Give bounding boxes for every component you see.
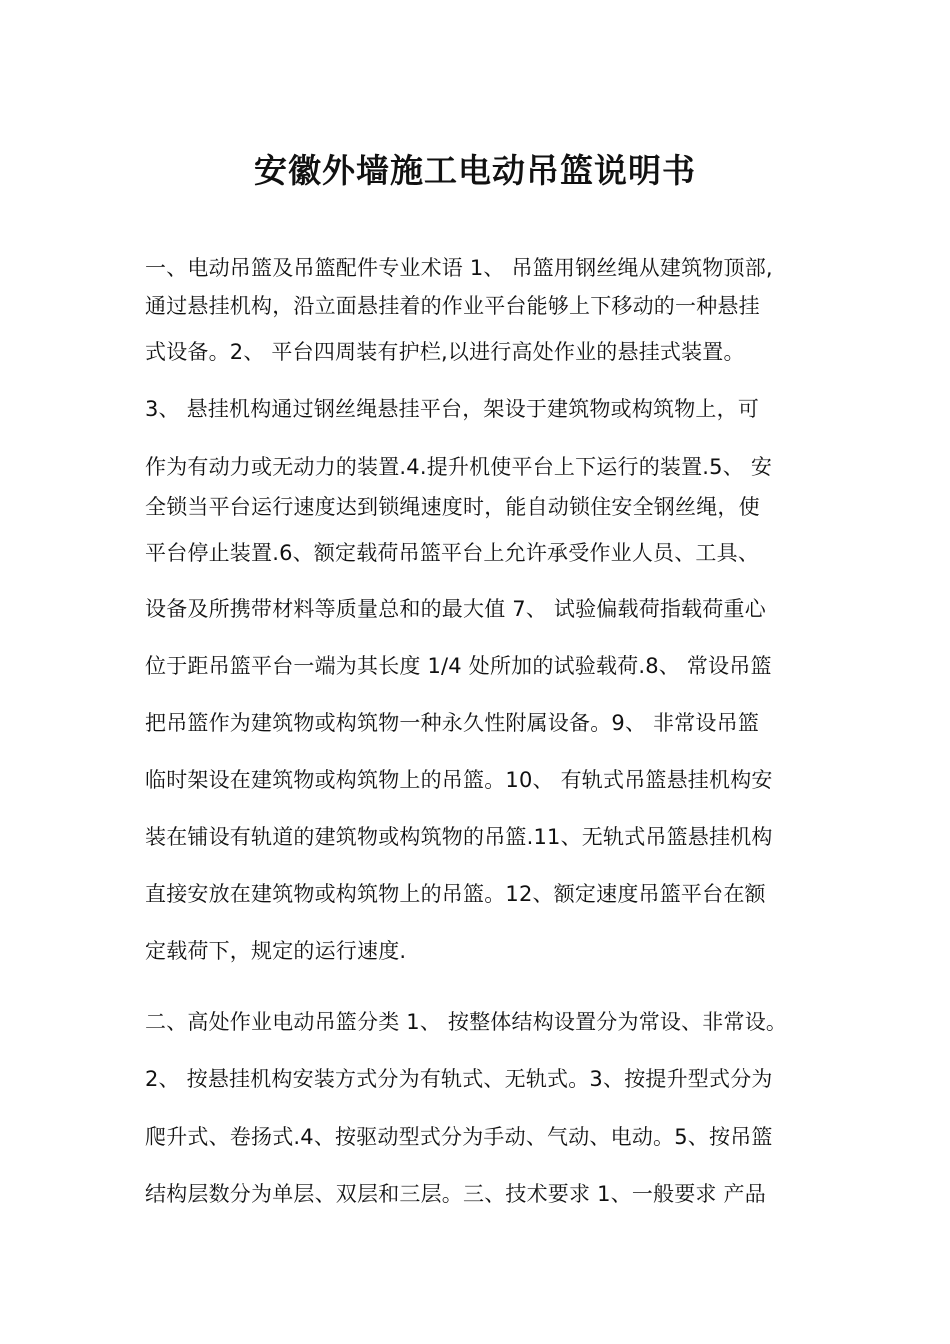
text-line: 爬升式、卷扬式.4、按驱动型式分为手动、气动、电动。5、按吊篮	[145, 1125, 773, 1149]
text-line: 一、电动吊篮及吊篮配件专业术语 1、 吊篮用钢丝绳从建筑物顶部,	[145, 256, 773, 280]
text-line: 定载荷下，规定的运行速度.	[145, 939, 407, 963]
text-line: 设备及所携带材料等质量总和的最大值 7、 试验偏载荷指载荷重心	[145, 597, 766, 621]
text-line: 作为有动力或无动力的装置.4.提升机使平台上下运行的装置.5、 安	[145, 455, 773, 479]
text-line: 通过悬挂机构，沿立面悬挂着的作业平台能够上下移动的一种悬挂	[145, 294, 760, 318]
text-line: 全锁当平台运行速度达到锁绳速度时，能自动锁住安全钢丝绳，使	[145, 495, 760, 519]
text-line: 装在铺设有轨道的建筑物或构筑物的吊篮.11、无轨式吊篮悬挂机构	[145, 825, 773, 849]
text-line: 位于距吊篮平台一端为其长度 1/4 处所加的试验载荷.8、 常设吊篮	[145, 654, 772, 678]
document-title: 安徽外墙施工电动吊篮说明书	[254, 151, 696, 190]
text-line: 平台停止装置.6、额定载荷吊篮平台上允许承受作业人员、工具、	[145, 541, 760, 565]
text-line: 3、 悬挂机构通过钢丝绳悬挂平台，架设于建筑物或构筑物上，可	[145, 397, 760, 421]
text-line: 结构层数分为单层、双层和三层。三、技术要求 1、一般要求 产品	[145, 1182, 766, 1206]
text-line: 二、高处作业电动吊篮分类 1、 按整体结构设置分为常设、非常设。	[145, 1010, 788, 1034]
text-line: 临时架设在建筑物或构筑物上的吊篮。10、 有轨式吊篮悬挂机构安	[145, 768, 773, 792]
text-line: 式设备。2、 平台四周装有护栏,以进行高处作业的悬挂式装置。	[145, 340, 745, 364]
text-line: 2、 按悬挂机构安装方式分为有轨式、无轨式。3、按提升型式分为	[145, 1067, 773, 1091]
text-line: 把吊篮作为建筑物或构筑物一种永久性附属设备。9、 非常设吊篮	[145, 711, 760, 735]
text-line: 直接安放在建筑物或构筑物上的吊篮。12、额定速度吊篮平台在额	[145, 882, 766, 906]
